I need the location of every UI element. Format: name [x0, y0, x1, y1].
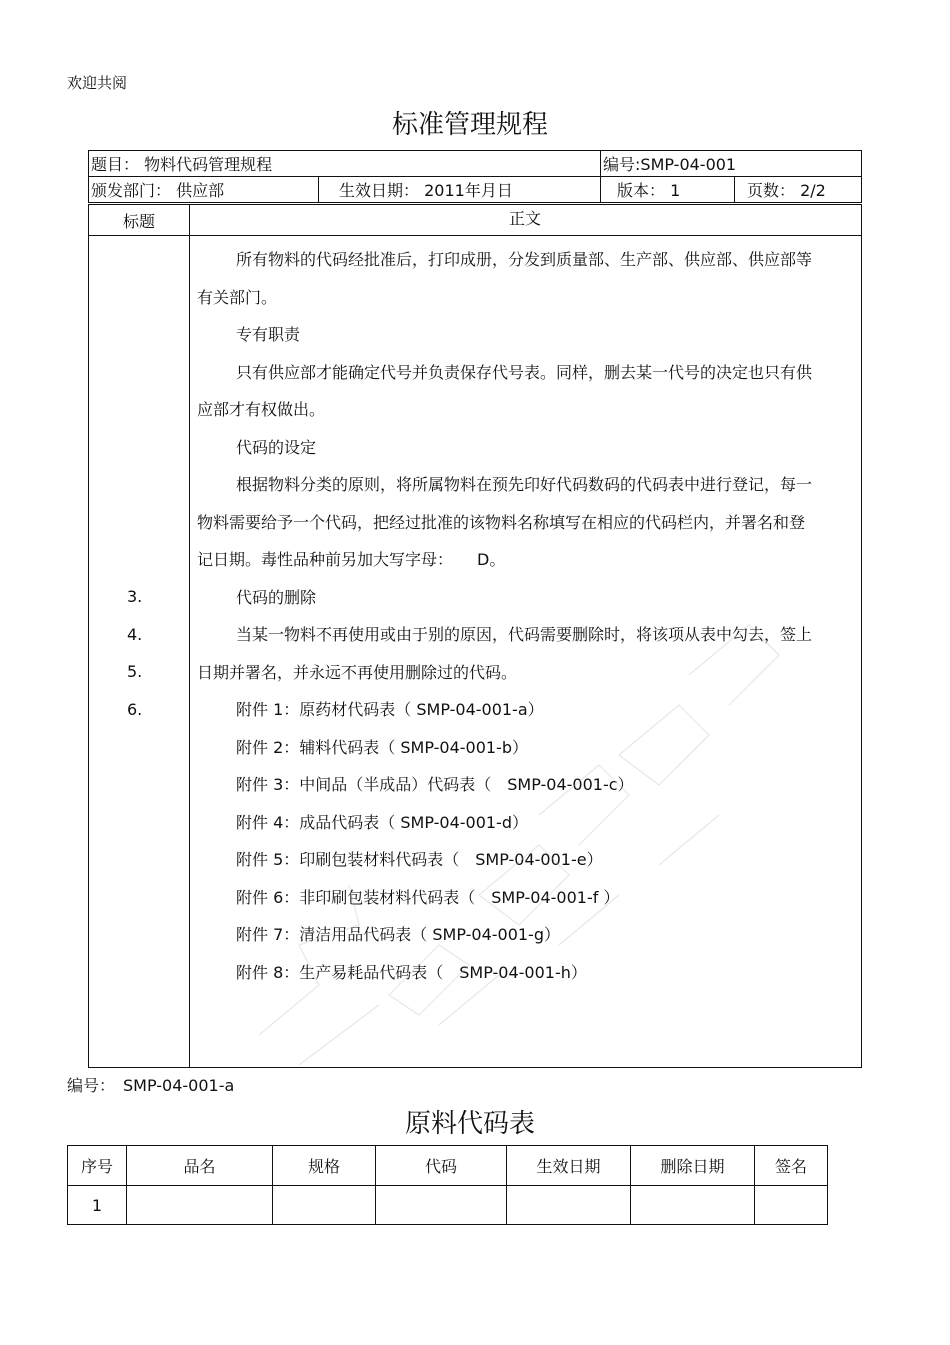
body-paragraph: 附件 8：生产易耗品代码表（ SMP-04-001-h）: [236, 962, 587, 982]
attachment-code: 编号： SMP-04-001-a: [67, 1076, 235, 1095]
body-paragraph: 代码的设定: [236, 437, 317, 457]
body-paragraph: 当某一物料不再使用或由于别的原因，代码需要删除时，将该项从表中勾去，签上日期并署名，并永远不再使用删除过的代码。: [197, 625, 813, 682]
dept-value: 供应部: [176, 181, 225, 200]
topic-label: 题目：: [91, 155, 140, 174]
table-cell: [127, 1186, 273, 1225]
section-number: 4.: [127, 625, 143, 644]
table-cell: [376, 1186, 507, 1225]
header-divider: [89, 235, 861, 236]
body-paragraph: 附件 2：辅料代码表（ SMP-04-001-b）: [236, 737, 528, 757]
pages-cell: [735, 177, 862, 203]
code-label: 编号: [603, 155, 636, 174]
body-paragraph: 附件 1：原药材代码表（ SMP-04-001-a）: [236, 700, 544, 719]
body-paragraph: 专有职责: [236, 325, 301, 344]
column-header: 品名: [127, 1146, 273, 1186]
table-cell: [631, 1186, 755, 1225]
pages-value: 2/2: [800, 181, 826, 200]
body-paragraph: 附件 7：清洁用品代码表（ SMP-04-001-g）: [236, 925, 560, 944]
column-header: 签名: [755, 1146, 828, 1186]
column-header: 序号: [68, 1146, 127, 1186]
code-value: :SMP-04-001: [635, 155, 737, 174]
body-paragraph: 代码的删除: [236, 587, 317, 607]
document-body-box: [88, 204, 862, 1068]
body-paragraph: 附件 5：印刷包装材料代码表（ SMP-04-001-e）: [236, 850, 603, 869]
body-paragraph: 只有供应部才能确定代号并负责保存代号表。同样，删去某一代号的决定也只有供应部才有权做出。: [197, 362, 813, 419]
section-number: 3.: [127, 587, 143, 606]
code-cell: [601, 151, 862, 177]
table-row: [68, 1186, 828, 1225]
version-label: 版本：: [617, 181, 666, 200]
table-cell: [755, 1186, 828, 1225]
code-table-title: 原料代码表: [404, 1109, 535, 1139]
header-note: 欢迎共阅: [67, 74, 128, 92]
title-column-header: 标题: [122, 212, 155, 231]
table-cell: 1: [68, 1186, 127, 1225]
dept-cell: [89, 177, 319, 203]
column-header: 生效日期: [507, 1146, 631, 1186]
body-column-header: 正文: [508, 209, 541, 228]
version-value: 1: [670, 181, 681, 200]
column-header: 删除日期: [631, 1146, 755, 1186]
body-paragraph: 根据物料分类的原则，将所属物料在预先印好代码数码的代码表中进行登记，每一物料需要给予一个代码，把经过批准的该物料名称填写在相应的代码栏内，并署名和登记日期。毒性品种前另加大写字母： D。: [197, 475, 813, 569]
effective-date-cell: [319, 177, 601, 203]
section-number: 6.: [127, 700, 143, 719]
column-divider: [189, 205, 190, 1067]
watermark-graphic: [239, 565, 799, 1085]
body-paragraph: 附件 6：非印刷包装材料代码表（ SMP-04-001-f ）: [236, 887, 620, 907]
pages-label: 页数：: [747, 181, 796, 200]
raw-material-code-table: [67, 1145, 828, 1225]
effective-date-value: 2011年月日: [424, 181, 513, 200]
body-paragraph: 所有物料的代码经批准后，打印成册，分发到质量部、生产部、供应部、供应部等有关部门。: [197, 250, 813, 307]
body-paragraph: 附件 3：中间品（半成品）代码表（ SMP-04-001-c）: [236, 775, 634, 794]
version-cell: [601, 177, 735, 203]
section-number: 5.: [127, 662, 143, 681]
column-header: 规格: [273, 1146, 376, 1186]
table-cell: [507, 1186, 631, 1225]
document-meta-table: [88, 150, 862, 203]
effective-date-label: 生效日期：: [339, 181, 420, 200]
topic-cell: [89, 151, 601, 177]
topic-value: 物料代码管理规程: [144, 155, 273, 174]
body-paragraph: 附件 4：成品代码表（ SMP-04-001-d）: [236, 812, 528, 832]
dept-label: 颁发部门：: [91, 181, 172, 200]
table-cell: [273, 1186, 376, 1225]
column-header: 代码: [376, 1146, 507, 1186]
document-title: 标准管理规程: [391, 110, 548, 140]
